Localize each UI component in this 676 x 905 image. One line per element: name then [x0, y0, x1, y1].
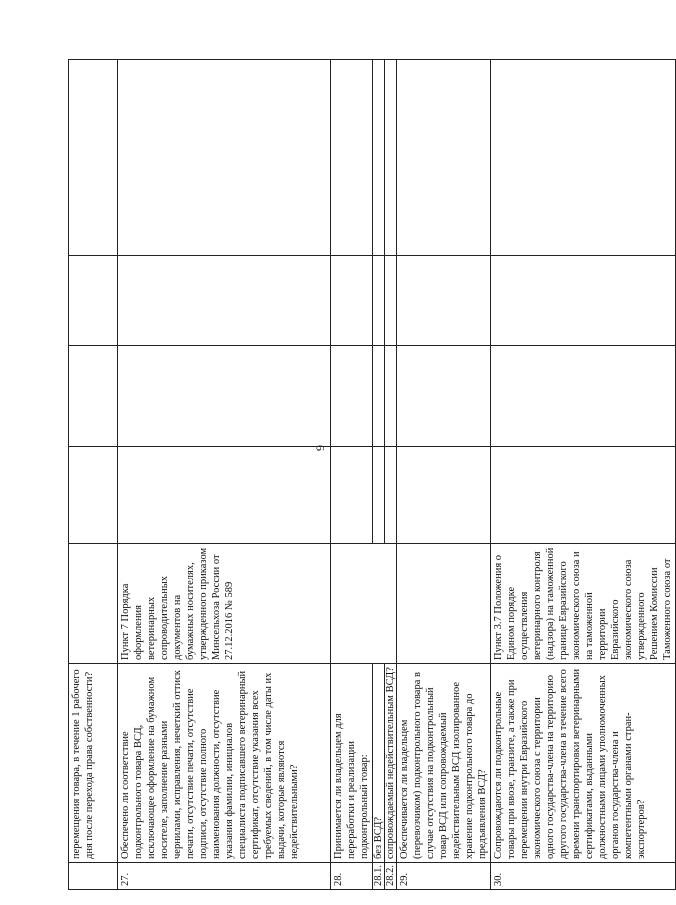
item-number: 28.1. — [373, 863, 385, 890]
note-cell — [331, 60, 373, 256]
answer-na-cell — [491, 256, 676, 346]
note-cell — [373, 60, 385, 256]
question-cell: Принимается ли владельцем для переработки и реализации подконтрольный товар: — [331, 664, 373, 863]
requisites-cell — [331, 544, 397, 664]
note-cell — [385, 60, 397, 256]
answer-no-cell — [397, 346, 491, 447]
answer-no-cell — [69, 346, 118, 447]
note-cell — [118, 60, 331, 256]
table-row — [397, 60, 491, 890]
answer-na-cell — [69, 256, 118, 346]
note-cell — [397, 60, 491, 256]
requisites-cell: Пункт 3.7 Положения о Едином порядке осуществления ветеринарного контроля (надзора) на таможенной границе Евразийского экономического союза и на таможенной территории Евразийского экономического союза утвержденного Решением Комиссии Таможенного союза от — [491, 544, 676, 664]
requisites-cell — [69, 544, 118, 664]
item-number: 28. — [331, 863, 373, 890]
item-number: 29. — [397, 863, 491, 890]
table-row — [118, 60, 331, 890]
answer-yes-cell — [118, 447, 331, 544]
answer-yes-cell — [373, 447, 385, 544]
table-row — [373, 60, 385, 890]
answer-na-cell — [385, 256, 397, 346]
question-cell: Обеспечивается ли владельцем (перевозчиком) подконтрольного товара в случае отсутствия на подконтрольный товар ВСД или сопровождаемый недействительным ВСД изолированное хранение подконтрольного товара до предъявления ВСД? — [397, 664, 491, 863]
item-number — [69, 863, 118, 890]
table-row — [69, 60, 118, 890]
item-number: 28.2. — [385, 863, 397, 890]
item-number: 27. — [118, 863, 331, 890]
answer-na-cell — [397, 256, 491, 346]
answer-na-cell — [331, 256, 373, 346]
answer-no-cell — [373, 346, 385, 447]
page-number: 9 — [313, 445, 327, 451]
answer-no-cell — [491, 346, 676, 447]
rotated-table-container — [68, 60, 673, 890]
note-cell — [491, 60, 676, 256]
answer-yes-cell — [491, 447, 676, 544]
answer-yes-cell — [385, 447, 397, 544]
answer-na-cell — [373, 256, 385, 346]
question-cell: без ВСД? — [373, 664, 385, 863]
answer-no-cell — [385, 346, 397, 447]
question-cell: Сопровождаются ли подконтрольные товары при ввозе, транзите, а также при перемещении внутри Евразийского экономического союза с территории одного государства-члена на территорию другого государства-члена в течение всего времени транспортировки ветеринарными сертификатами, выданными должностными лицами уполномоченных органов государства-члена и компетентными органами стран-экспортеров? — [491, 664, 676, 863]
requisites-cell — [397, 544, 491, 664]
answer-yes-cell — [331, 447, 373, 544]
question-cell: перемещения товара, в течение 1 рабочего дня после перехода права собственности? — [69, 664, 118, 863]
answer-no-cell — [331, 346, 373, 447]
question-cell: сопровождаемый недействительным ВСД? — [385, 664, 397, 863]
requisites-cell: Пункт 7 Порядка оформления ветеринарных сопроводительных документов на бумажных носителях, утвержденного приказом Минсельхоза России от 27.12.2016 № 589 — [118, 544, 331, 664]
table-row — [385, 60, 397, 890]
answer-na-cell — [118, 256, 331, 346]
answer-yes-cell — [69, 447, 118, 544]
checklist-table — [68, 59, 676, 890]
table-row — [491, 60, 676, 890]
answer-no-cell — [118, 346, 331, 447]
answer-yes-cell — [397, 447, 491, 544]
note-cell — [69, 60, 118, 256]
item-number: 30. — [491, 863, 676, 890]
question-cell: Обеспечено ли соответствие подконтрольного товара ВСД, исключающее оформление на бумажном носителе, заполнение разными чернилами, исправления, нечеткий оттиск печати, отсутствие печати, отсутствие подписи, отсутствие полного наименования должности, отсутствие указания фамилии, инициалов специалиста подписавшего ветеринарный сертификат, отсутствие указания всех требуемых сведений, в том числе даты их выдачи, которые являются недействительными? — [118, 664, 331, 863]
table-row — [331, 60, 373, 890]
